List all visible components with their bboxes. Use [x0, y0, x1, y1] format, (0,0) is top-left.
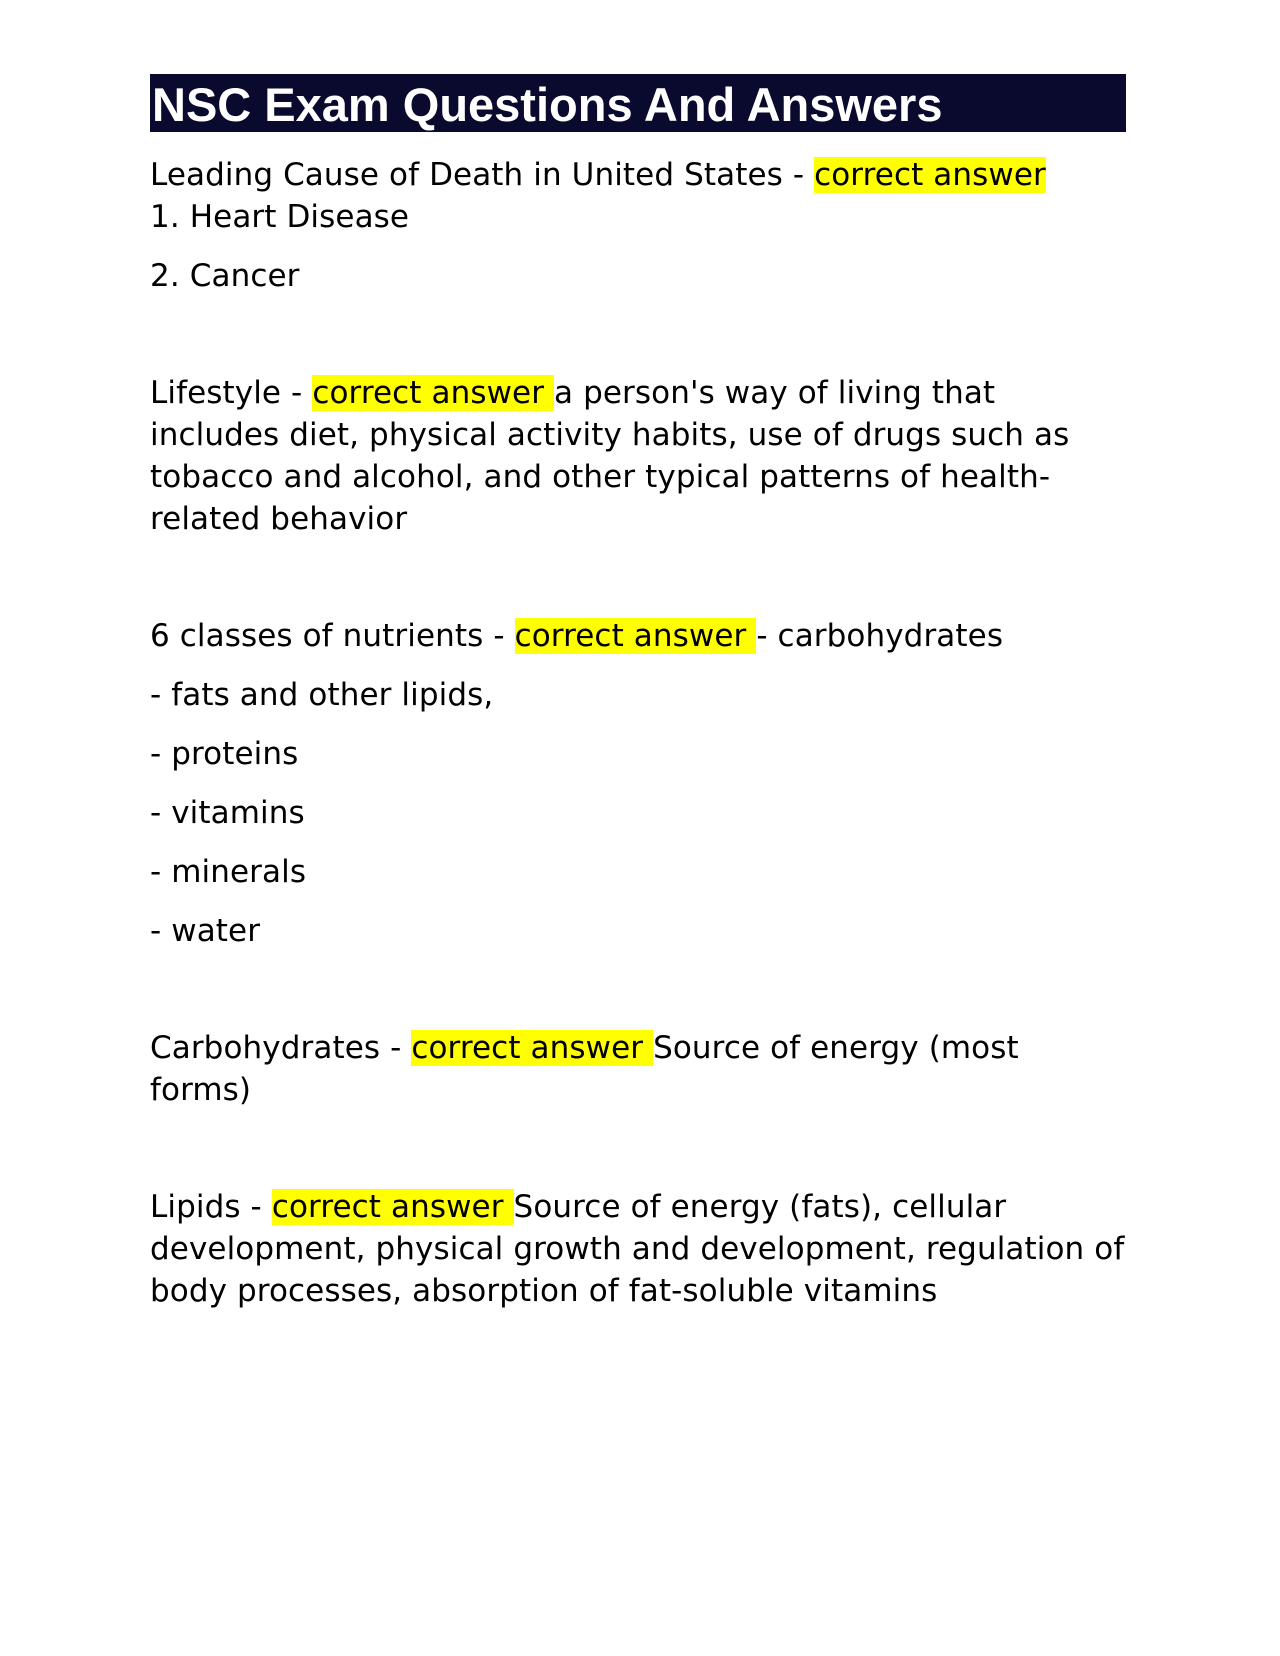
qa-answer-line: - minerals [150, 854, 307, 890]
qa-term: Carbohydrates - [150, 1030, 412, 1066]
qa-answer-line: - vitamins [150, 795, 305, 831]
qa-term: Lifestyle - [150, 375, 313, 411]
correct-answer-highlight: correct answer [272, 1189, 514, 1225]
qa-answer-line: - fats and other lipids, [150, 677, 494, 713]
qa-answer: a person's way of living that includes diet, physical activity habits, use of drugs such as tobacco and alcohol, and other typical patterns of health-related behavior [150, 375, 1070, 537]
qa-answer-line: 2. Cancer [150, 258, 300, 294]
document-title: NSC Exam Questions And Answers [150, 74, 1126, 132]
qa-answer: Source of energy (fats), cellular development, physical growth and development, regulation of body processes, absorption of fat-soluble vitamins [150, 1189, 1125, 1309]
qa-entry [150, 1186, 1126, 1312]
qa-term: Lipids - [150, 1189, 272, 1225]
qa-answer-line: 1. Heart Disease [150, 199, 410, 235]
qa-question [150, 615, 1126, 657]
qa-entry [150, 154, 1126, 297]
qa-answer: - carbohydrates [756, 618, 1004, 654]
qa-list [150, 154, 1126, 1312]
qa-question [150, 372, 1126, 540]
qa-question [150, 1027, 1126, 1111]
qa-term: 6 classes of nutrients - [150, 618, 515, 654]
correct-answer-highlight: correct answer [515, 618, 757, 654]
qa-entry [150, 372, 1126, 540]
qa-question [150, 1186, 1126, 1312]
correct-answer-highlight: correct answer [411, 1030, 653, 1066]
qa-answer-line: - water [150, 913, 261, 949]
correct-answer-highlight: correct answer [312, 375, 554, 411]
qa-term: Leading Cause of Death in United States - [150, 157, 815, 193]
qa-entry [150, 615, 1126, 952]
qa-answer: Source of energy (most forms) [150, 1030, 1019, 1108]
qa-question [150, 154, 1126, 196]
qa-answer-line: - proteins [150, 736, 299, 772]
qa-entry [150, 1027, 1126, 1111]
document-page [150, 74, 1126, 1312]
correct-answer-highlight: correct answer [814, 157, 1046, 193]
